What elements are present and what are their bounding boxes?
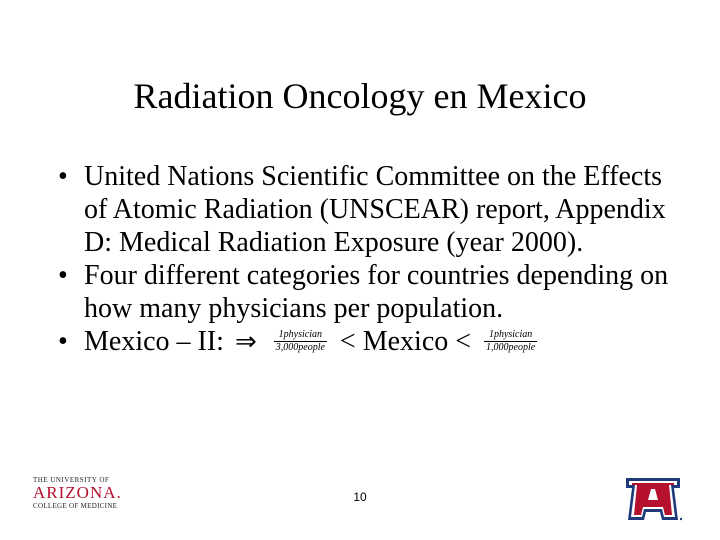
bullet-dot: •: [58, 161, 68, 192]
fraction-upper-denominator: 1,000people: [486, 342, 536, 354]
implies-arrow-icon: ⇒: [234, 327, 257, 357]
mexico-prefix: Mexico – II:: [84, 326, 224, 357]
fraction-lower-numerator: 1physician: [274, 329, 327, 342]
logo-line-arizona: ARIZONA.: [33, 483, 122, 502]
fraction-lower: [274, 329, 327, 354]
logo-line-university: THE UNIVERSITY OF: [33, 476, 110, 484]
bullet-item: [58, 160, 688, 259]
block-a-icon: [624, 476, 682, 522]
bullet-dot: •: [58, 260, 68, 291]
page-number: 10: [353, 490, 367, 504]
fraction-upper-numerator: 1physician: [484, 329, 537, 342]
fraction-upper: [484, 329, 537, 354]
slide-title: Radiation Oncology en Mexico: [133, 76, 587, 116]
bullet-text: United Nations Scientific Committee on the Effects of Atomic Radiation (UNSCEAR) report, Appendix D: Medical Radiation Exposure (year 2000).: [84, 161, 666, 258]
fraction-lower-denominator: 3,000people: [275, 342, 325, 354]
arizona-block-a-logo: [624, 476, 682, 522]
logo-line-college: COLLEGE OF MEDICINE: [33, 502, 118, 510]
mexico-middle: < Mexico <: [339, 326, 472, 357]
bullet-item: [58, 259, 688, 325]
bullet-text: Four different categories for countries depending on how many physicians per population.: [84, 260, 669, 324]
bullet-item-mexico: [58, 325, 688, 359]
bullet-dot: •: [58, 326, 68, 357]
bullet-list: [58, 160, 688, 359]
